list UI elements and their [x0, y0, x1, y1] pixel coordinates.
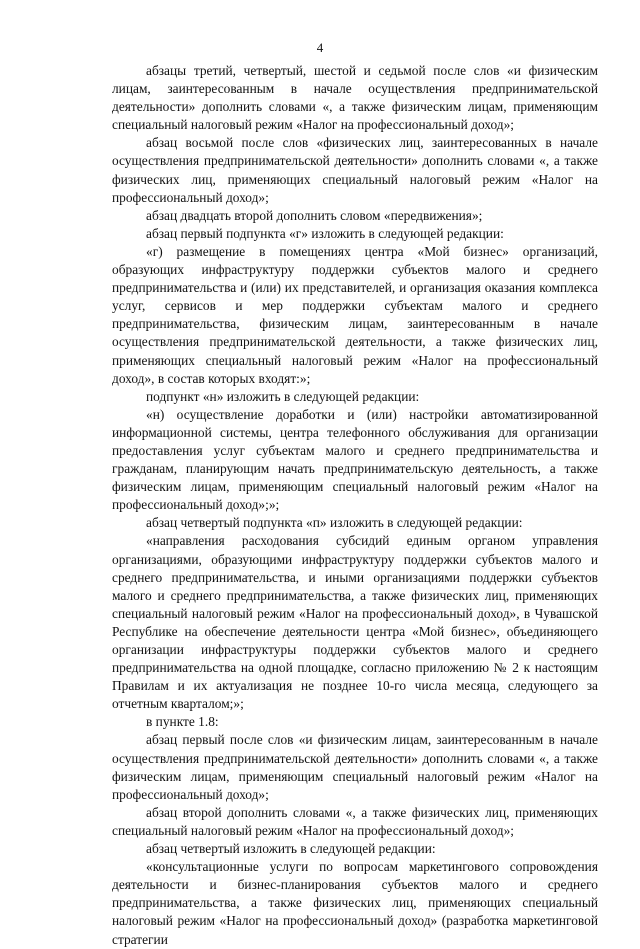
paragraph: абзац второй дополнить словами «, а также физических лиц, применяющих специальный налоговый режим «Налог на профессиональный доход»;: [112, 804, 598, 838]
page-number: 4: [316, 40, 324, 55]
paragraph: абзац четвертый подпункта «п» изложить в следующей редакции:: [146, 515, 523, 531]
paragraph: абзацы третий, четвертый, шестой и седьмой после слов «и физическим лицам, заинтересованным в начале осуществления предпринимательской деятельности» дополнить словами «, а также физическим лицам, применяющим специальный налоговый режим «Налог на профессиональный доход»;: [112, 63, 598, 133]
paragraph: абзац четвертый изложить в следующей редакции:: [146, 841, 436, 857]
paragraph: абзац первый после слов «и физическим лицам, заинтересованным в начале осуществления предпринимательской деятельности» дополнить словами «, а также физическим лицам, применяющим специальный налоговый режим «Налог на профессиональный доход»;: [112, 732, 598, 802]
paragraph: «г) размещение в помещениях центра «Мой бизнес» организаций, образующих инфраструктуру поддержки субъектов малого и среднего предпринимательства и (или) их представителей, и организация оказания комплекса услуг, сервисов и мер поддержки субъектам малого и среднего предпринимательства, физическим лицам, заинтересованным в начале осуществления предпринимательской деятельности, а также физических лиц, применяющих специальный налоговый режим «Налог на профессиональный доход», в состав которых входят:»;: [112, 243, 598, 386]
paragraph: абзац первый подпункта «г» изложить в следующей редакции:: [146, 225, 504, 241]
paragraph: абзац двадцать второй дополнить словом «передвижения»;: [146, 207, 483, 223]
paragraph: абзац восьмой после слов «физических лиц, заинтересованных в начале осуществления предпринимательской деятельности» дополнить словами «, а также физических лиц, применяющих специальный налоговый режим «Налог на профессиональный доход»;: [112, 135, 598, 205]
paragraph: «консультационные услуги по вопросам маркетингового сопровождения деятельности и бизнес-планирования субъектов малого и среднего предпринимательства, а также физических лиц, применяющих специальный налоговый режим «Налог на профессиональный доход» (разработка маркетинговой стратегии: [112, 859, 598, 947]
paragraph: «н) осуществление доработки и (или) настройки автоматизированной информационной системы, центра телефонного обслуживания для организации предоставления услуг субъектам малого и среднего предпринимательства и гражданам, планирующим начать предпринимательскую деятельность, а также физическим лицам, применяющим специальный налоговый режим «Налог на профессиональный доход»;»;: [112, 406, 598, 513]
document-body: [112, 62, 598, 949]
paragraph: подпункт «н» изложить в следующей редакции:: [146, 388, 420, 404]
paragraph: «направления расходования субсидий единым органом управления организациями, образующими инфраструктуру поддержки субъектов малого и среднего предпринимательства, и иными организациями поддержки субъектов малого и среднего предпринимательства, а также физических лиц, применяющих специальный налоговый режим «Налог на профессиональный доход», в Чувашской Республике на обеспечение деятельности центра «Мой бизнес», объединяющего организации инфраструктуры поддержки субъектов малого и среднего предпринимательства на одной площадке, согласно приложению № 2 к настоящим Правилам и их актуализация не позднее 10-го числа месяца, следующего за отчетным кварталом;»;: [112, 533, 598, 712]
paragraph: в пункте 1.8:: [146, 714, 219, 730]
